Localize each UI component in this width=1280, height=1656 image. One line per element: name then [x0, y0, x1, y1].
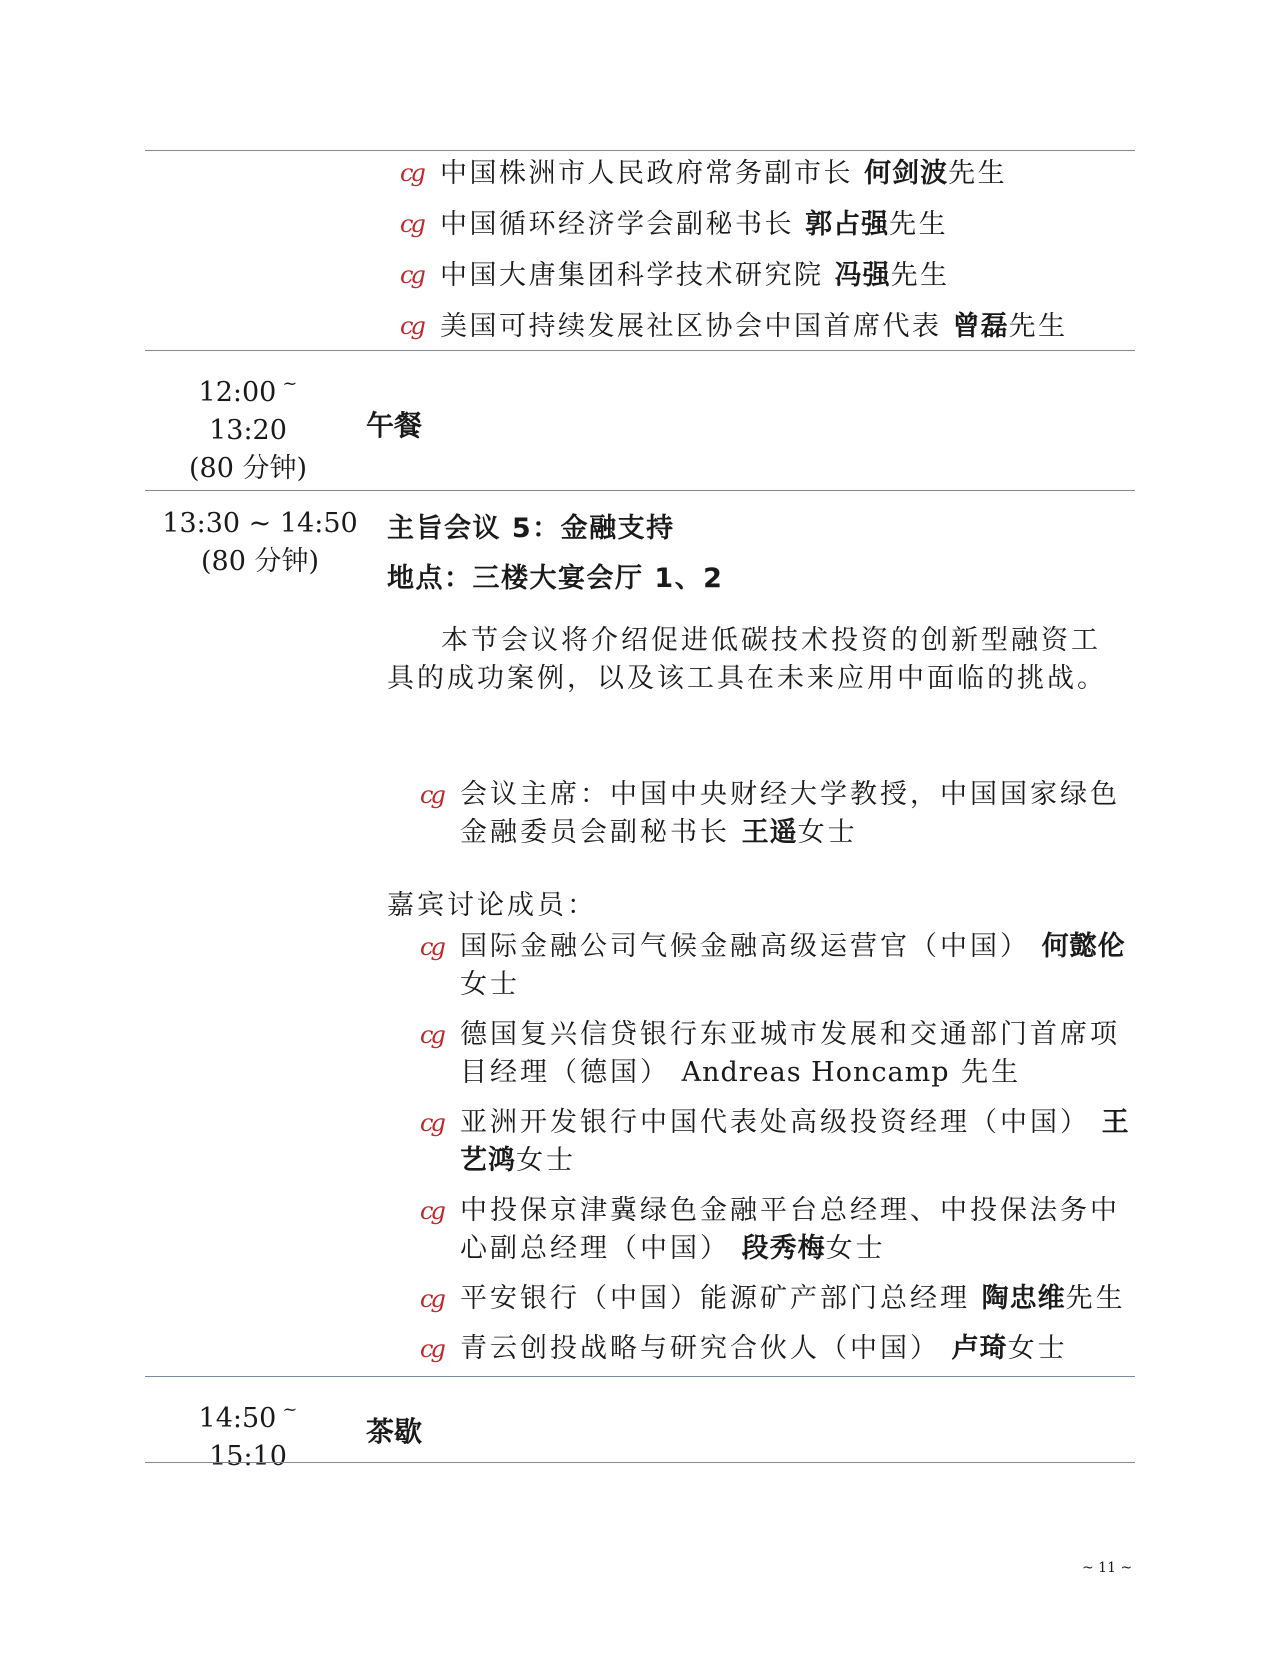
bullet-ornament-icon: cg	[400, 312, 423, 340]
guest-name: 何懿伦	[1041, 931, 1126, 962]
session5-title: 主旨会议 5：金融支持	[387, 513, 675, 544]
guest-item	[420, 1016, 1130, 1092]
bullet-ornament-icon: cg	[420, 933, 443, 961]
guest-role: 青云创投战略与研究合伙人（中国）	[460, 1333, 952, 1364]
speaker-item	[400, 250, 1140, 301]
bullet-ornament-icon: cg	[400, 261, 423, 289]
guest-name: 王艺鸿	[460, 1107, 1130, 1176]
speaker-name: 郭占强	[805, 209, 890, 240]
chair-item	[420, 776, 1130, 852]
guest-item	[420, 1280, 1130, 1318]
tea-start-time: 14:50	[198, 1403, 277, 1434]
lunch-start-time: 12:00	[198, 377, 277, 408]
session5-time-block	[160, 505, 360, 581]
guest-item	[420, 928, 1130, 1004]
guest-name: Andreas Honcamp	[681, 1057, 950, 1088]
guest-title: 女士	[460, 969, 520, 1000]
guest-role: 中投保京津冀绿色金融平台总经理、中投保法务中心副总经理（中国）	[460, 1195, 1120, 1264]
bullet-ornament-icon: cg	[420, 1335, 443, 1363]
tea-label: 茶歇	[366, 1415, 423, 1448]
bullet-ornament-icon: cg	[420, 1285, 443, 1313]
bullet-ornament-icon: cg	[420, 1197, 443, 1225]
guest-title: 先生	[1065, 1283, 1126, 1314]
guest-item	[420, 1192, 1130, 1268]
bullet-ornament-icon: cg	[420, 1109, 443, 1137]
guest-role: 亚洲开发银行中国代表处高级投资经理（中国）	[460, 1107, 1102, 1138]
guest-title: 女士	[1007, 1333, 1068, 1364]
lunch-end-time: 13:20	[209, 415, 287, 446]
tea-time	[168, 1391, 328, 1476]
speaker-role: 美国可持续发展社区协会中国首席代表	[440, 311, 953, 342]
guest-role: 国际金融公司气候金融高级运营官（中国）	[460, 931, 1042, 962]
speaker-role: 中国株洲市人民政府常务副市长	[440, 158, 865, 189]
bullet-ornament-icon: cg	[400, 210, 423, 238]
chair-name: 王遥	[741, 817, 798, 848]
session5-time: 13:30 ~ 14:50	[162, 508, 358, 539]
bullet-ornament-icon: cg	[420, 781, 443, 809]
speaker-item	[400, 301, 1140, 352]
lunch-duration: (80 分钟)	[188, 453, 307, 484]
bullet-ornament-icon: cg	[420, 1021, 443, 1049]
speaker-name: 何剑波	[864, 158, 949, 189]
guest-title: 先生	[949, 1057, 1022, 1088]
guest-title: 女士	[825, 1233, 886, 1264]
guest-title: 女士	[516, 1145, 576, 1176]
tea-end-time: 15:10	[209, 1441, 287, 1472]
chair-role: 会议主席：中国中央财经大学教授，中国国家绿色金融委员会副秘书长	[460, 779, 1120, 848]
speaker-title: 先生	[948, 158, 1008, 189]
speaker-title: 先生	[890, 260, 950, 291]
speaker-title: 先生	[889, 209, 949, 240]
guest-list	[420, 928, 1130, 1380]
table-rule-lunch	[145, 350, 1135, 351]
speaker-name: 冯强	[834, 260, 891, 291]
guest-name: 卢琦	[951, 1333, 1008, 1364]
speaker-title: 先生	[1008, 311, 1068, 342]
guest-role: 德国复兴信贷银行东亚城市发展和交通部门首席项目经理（德国）	[460, 1019, 1120, 1088]
tea-tilde: ~	[282, 1399, 298, 1420]
lunch-label: 午餐	[366, 409, 423, 442]
top-speaker-list	[400, 148, 1140, 352]
guest-role: 平安银行（中国）能源矿产部门总经理	[460, 1283, 982, 1314]
guests-title: 嘉宾讨论成员：	[387, 890, 597, 921]
session5-chair	[420, 776, 1130, 864]
chair-title: 女士	[797, 817, 858, 848]
page-number: ~ 11 ~	[1082, 1560, 1133, 1576]
session5-description: 本节会议将介绍促进低碳技术投资的创新型融资工具的成功案例，以及该工具在未来应用中面临的挑战。	[387, 625, 1107, 694]
table-rule-tea	[145, 1376, 1135, 1377]
guest-item	[420, 1104, 1130, 1180]
speaker-role: 中国大唐集团科学技术研究院	[440, 260, 835, 291]
speaker-role: 中国循环经济学会副秘书长	[440, 209, 806, 240]
speaker-item	[400, 148, 1140, 199]
table-rule-session5	[145, 490, 1135, 491]
lunch-tilde: ~	[282, 373, 298, 394]
speaker-name: 曾磊	[952, 311, 1009, 342]
guest-name: 陶忠维	[981, 1283, 1066, 1314]
table-rule-bottom	[145, 1462, 1135, 1463]
lunch-time	[168, 365, 328, 488]
bullet-ornament-icon: cg	[400, 159, 423, 187]
session5-duration: (80 分钟)	[200, 546, 319, 577]
speaker-item	[400, 199, 1140, 250]
guest-name: 段秀梅	[741, 1233, 826, 1264]
guest-item	[420, 1330, 1130, 1368]
session5-location: 地点：三楼大宴会厅 1、2	[387, 563, 724, 594]
